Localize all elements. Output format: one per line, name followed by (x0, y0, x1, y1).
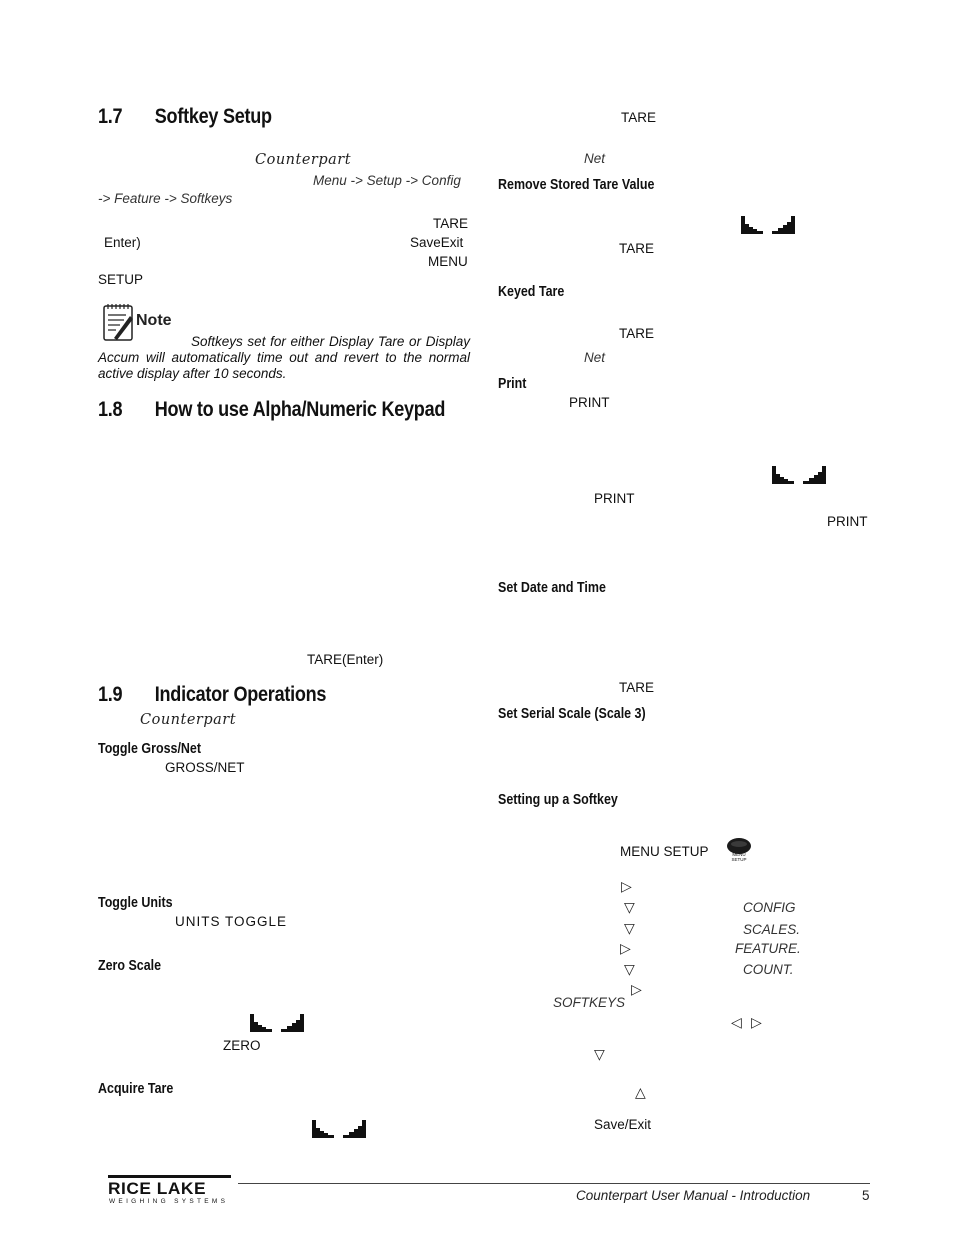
standstill-icon (250, 1014, 304, 1037)
footer-manual-title: Counterpart User Manual - Introduction (576, 1188, 811, 1203)
section-heading-1-7 (98, 105, 272, 129)
subheading-set-serial-scale: Set Serial Scale (Scale 3) (498, 706, 646, 722)
section-number: 1.7 (98, 105, 123, 128)
section-heading-1-8 (98, 398, 445, 422)
save-exit-key-label: Save/Exit (594, 1117, 652, 1132)
gross-net-key-label: GROSS/NET (165, 760, 245, 775)
footer-rule (238, 1183, 870, 1184)
zero-key-label: ZERO (223, 1038, 261, 1053)
enter-key-label: Enter) (104, 235, 141, 250)
logo-sub-text: WEIGHING SYSTEMS (109, 1198, 229, 1205)
section-number: 1.8 (98, 398, 123, 421)
right-arrow-icon: ▷ (751, 1015, 762, 1031)
subheading-setting-up-softkey: Setting up a Softkey (498, 792, 618, 808)
note-text: Softkeys set for either Display Tare or Display Accum will automatically time out and revert to the normal active display after 10 seconds. (98, 334, 470, 381)
print-key-label: PRINT (569, 395, 610, 410)
subheading-toggle-gross-net: Toggle Gross/Net (98, 741, 202, 757)
subheading-remove-stored-tare: Remove Stored Tare Value (498, 177, 655, 193)
section-heading-1-9 (98, 683, 326, 707)
standstill-icon (312, 1120, 366, 1143)
product-name: Counterpart (140, 712, 237, 728)
page-number: 5 (862, 1188, 870, 1203)
menu-setup-button-icon (726, 837, 752, 863)
setup-button-label: SETUP (731, 857, 747, 862)
standstill-icon (741, 216, 795, 239)
count-menu-item: COUNT. (743, 962, 794, 977)
tare-key-label: TARE (621, 110, 657, 125)
feature-path: -> Feature -> Softkeys (98, 191, 233, 206)
rice-lake-logo (108, 1175, 234, 1207)
net-label: Net (584, 151, 606, 166)
config-menu-item: CONFIG (743, 900, 796, 915)
down-arrow-icon: ▽ (624, 962, 635, 978)
right-arrow-icon: ▷ (620, 941, 631, 957)
tare-key-label: TARE (433, 216, 469, 231)
left-arrow-icon: ◁ (731, 1015, 742, 1031)
subheading-toggle-units: Toggle Units (98, 895, 173, 911)
softkeys-menu-item: SOFTKEYS (553, 995, 626, 1010)
right-arrow-icon: ▷ (621, 879, 632, 895)
menu-button-label: MENU (732, 852, 746, 857)
print-key-label: PRINT (594, 491, 635, 506)
section-title: Softkey Setup (154, 105, 272, 128)
up-arrow-icon: △ (635, 1085, 646, 1101)
saveexit-key-label: SaveExit (410, 235, 464, 250)
subheading-set-date-time: Set Date and Time (498, 580, 606, 596)
note-label: Note (136, 312, 172, 329)
section-number: 1.9 (98, 683, 123, 706)
product-name: Counterpart (255, 152, 352, 168)
tare-key-label: TARE (619, 680, 655, 695)
standstill-icon (772, 466, 826, 489)
print-key-label: PRINT (827, 514, 868, 529)
net-label: Net (584, 350, 606, 365)
down-arrow-icon: ▽ (594, 1047, 605, 1063)
tare-key-label: TARE (619, 326, 655, 341)
logo-main-text: RICE LAKE (108, 1179, 207, 1198)
down-arrow-icon: ▽ (624, 900, 635, 916)
subheading-acquire-tare: Acquire Tare (98, 1081, 174, 1097)
subheading-zero-scale: Zero Scale (98, 958, 162, 974)
menu-key-label: MENU (428, 254, 468, 269)
tare-key-label: TARE (619, 241, 655, 256)
tare-enter-key-label: TARE(Enter) (307, 652, 384, 667)
feature-menu-item: FEATURE. (735, 941, 801, 956)
setup-key-label: SETUP (98, 272, 144, 287)
right-arrow-icon: ▷ (631, 982, 642, 998)
section-title: Indicator Operations (154, 683, 327, 706)
scales-menu-item: SCALES. (743, 922, 801, 937)
menu-setup-key-label: MENU SETUP (620, 844, 709, 859)
units-toggle-key-label: UNITS TOGGLE (175, 914, 288, 929)
menu-path: Menu -> Setup -> Config (313, 173, 461, 188)
subheading-print: Print (498, 376, 527, 392)
subheading-keyed-tare: Keyed Tare (498, 284, 565, 300)
down-arrow-icon: ▽ (624, 921, 635, 937)
section-title: How to use Alpha/Numeric Keypad (154, 398, 446, 421)
